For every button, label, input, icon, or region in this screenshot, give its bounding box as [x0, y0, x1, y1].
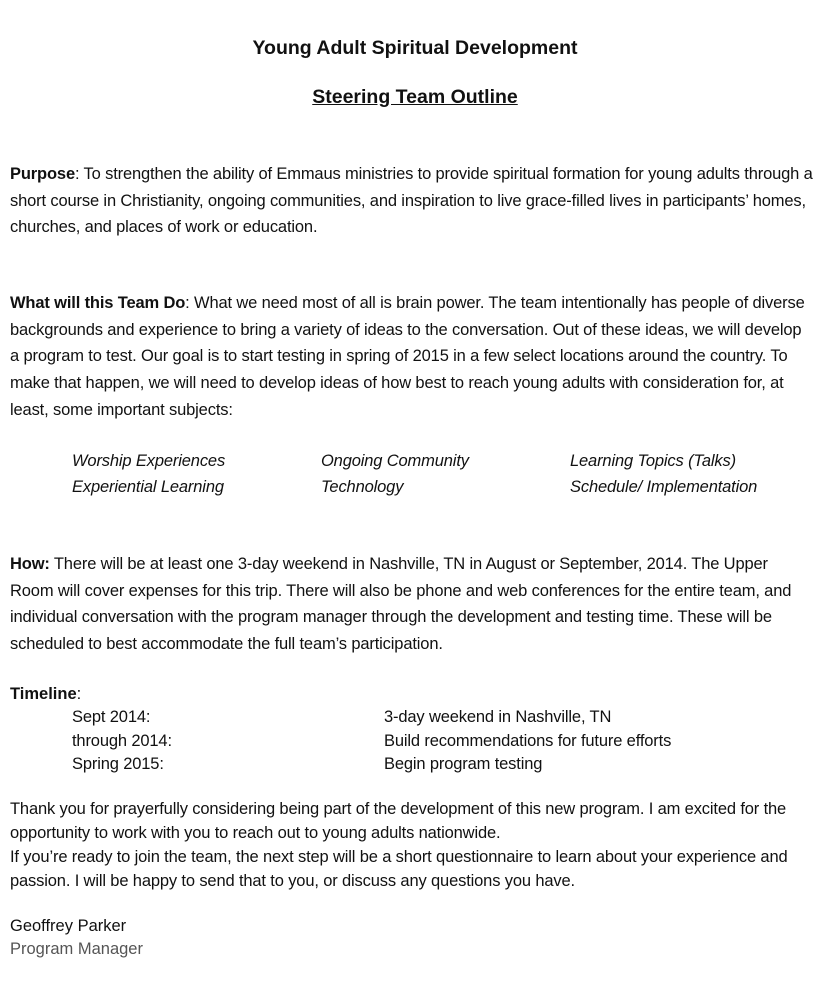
timeline-when: through 2014: [72, 731, 172, 750]
purpose-label: Purpose [10, 165, 75, 183]
subjects-list [72, 451, 812, 498]
timeline-row [72, 706, 812, 730]
timeline-when: Spring 2015: [72, 755, 164, 773]
subject-item: Worship Experiences [72, 452, 226, 470]
team-label: What will this Team Do [10, 294, 186, 312]
purpose-text: : To strengthen the ability of Emmaus ministries to provide spiritual formation for young adults through a short course in Christianity, ongoing communities, and inspiration to live grace-filled lives in participants’ homes, churches, and places of work or education. [10, 165, 813, 237]
purpose-paragraph [10, 161, 814, 241]
signature-role: Program Manager [10, 940, 143, 958]
timeline-row [72, 730, 812, 754]
team-text: : What we need most of all is brain power. The team intentionally has people of diverse backgrounds and experience to bring a variety of ideas to the conversation. Out of these ideas, we will develop a program to test. Our goal is to start testing in spring of 2015 in a few select locations around the country. To make that happen, we will need to develop ideas of how best to reach young adults with consideration for, at least, some important subjects: [10, 294, 805, 419]
timeline-what: Build recommendations for future efforts [384, 731, 672, 750]
signature-name: Geoffrey Parker [10, 917, 127, 935]
subject-item: Learning Topics (Talks) [570, 452, 736, 470]
team-paragraph [10, 290, 814, 424]
timeline-table [72, 706, 812, 777]
timeline-heading [10, 683, 81, 705]
how-text: There will be at least one 3-day weekend in Nashville, TN in August or September, 2014. The Upper Room will cover expenses for this trip. There will also be phone and web conferences for the entire team, and individual conversation with the program manager through the development and testing time. These will be scheduled to best accommodate the full team’s participation. [10, 555, 792, 654]
timeline-label: Timeline [10, 685, 77, 703]
how-label: How: [10, 555, 50, 573]
closing-line-thanks: Thank you for prayerfully considering being part of the development of this new program. I am excited for the opportunity to work with you to reach out to young adults nationwide. [10, 800, 787, 842]
subject-item: Schedule/ Implementation [570, 478, 758, 496]
document-subtitle: Steering Team Outline [312, 86, 518, 108]
how-paragraph [10, 551, 814, 658]
closing-line-next-step: If you’re ready to join the team, the next step will be a short questionnaire to learn about your experience and passion. I will be happy to send that to you, or discuss any questions you have. [10, 848, 788, 890]
subject-item: Experiential Learning [72, 478, 224, 496]
timeline-what: 3-day weekend in Nashville, TN [384, 708, 612, 726]
document-title: Young Adult Spiritual Development [252, 37, 578, 59]
subject-item: Technology [321, 478, 404, 496]
timeline-colon: : [76, 685, 82, 703]
timeline-when: Sept 2014: [72, 708, 151, 726]
closing-paragraph [10, 797, 814, 893]
timeline-row [72, 753, 812, 777]
subject-item: Ongoing Community [321, 452, 469, 470]
timeline-what: Begin program testing [384, 755, 543, 773]
